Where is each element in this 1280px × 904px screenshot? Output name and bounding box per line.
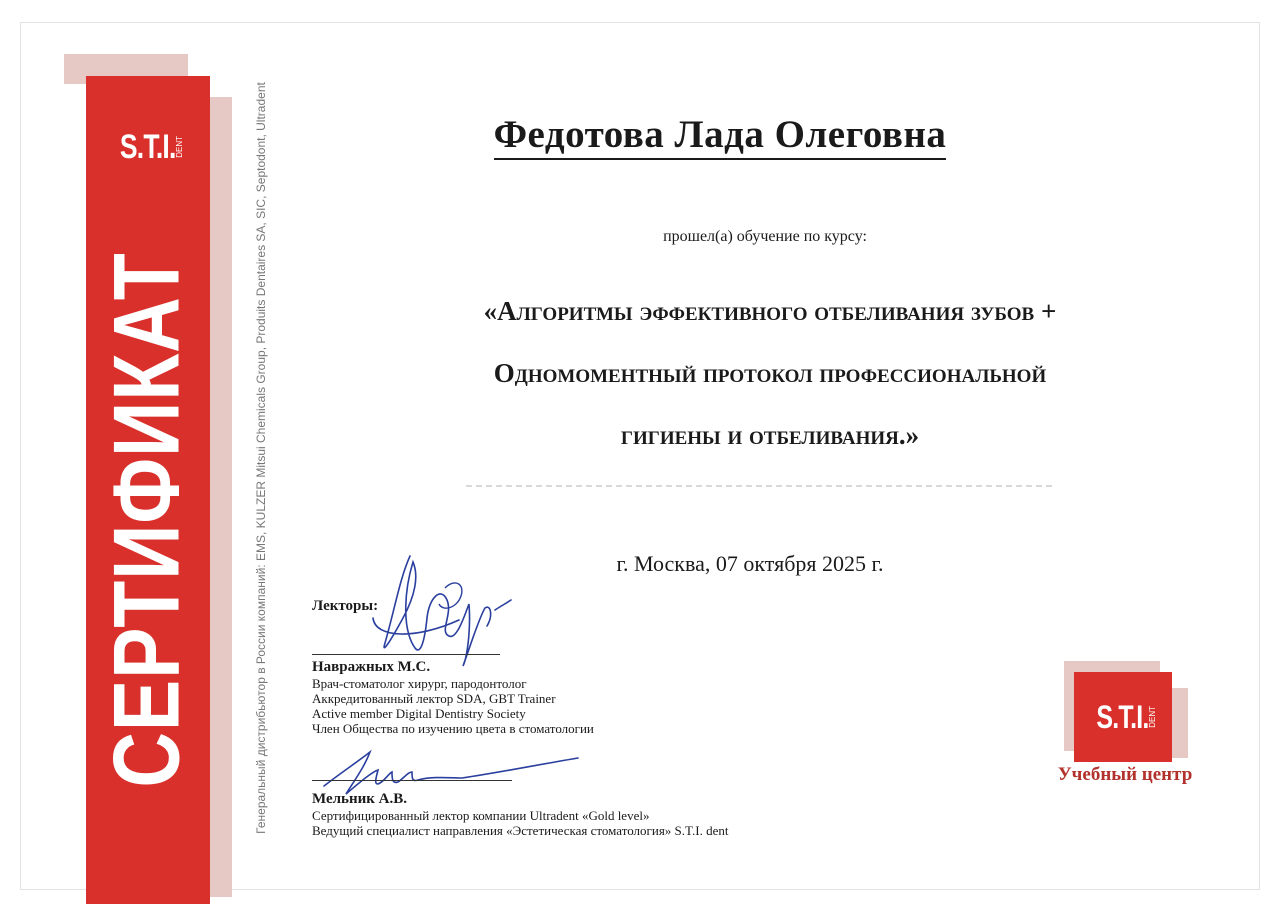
recipient-name: [300, 112, 1140, 157]
distributor-note: [246, 82, 276, 834]
lecturers-label: Лекторы:: [312, 598, 379, 614]
completed-text: прошел(а) обучение по курсу:: [663, 228, 867, 245]
lecturer-detail: Active member Digital Dentistry Society: [312, 706, 526, 721]
lecturer-1: [312, 658, 594, 736]
logo-subtext: DENT: [1147, 706, 1157, 728]
lecturer-2: [312, 790, 728, 838]
center-logo-shadow: [1170, 688, 1188, 758]
sti-logo: [108, 122, 188, 172]
ribbon-shadow: [210, 97, 232, 897]
signature-line: [312, 780, 512, 781]
course-line: Одномоментный протокол профессиональной: [493, 358, 1047, 388]
lecturer-detail: Сертифицированный лектор компании Ultradent «Gold level»: [312, 808, 650, 823]
distributor-text: Генеральный дистрибьютор в России компаний: EMS, KULZER Mitsui Chemicals Group, Produits Dentaires SA, SIC, Septodont, Ultradent: [254, 82, 268, 834]
course-line: гигиены и отбеливания.»: [620, 420, 920, 450]
logo-subtext: DENT: [175, 136, 185, 158]
lecturer-detail: Врач-стоматолог хирург, пародонтолог: [312, 676, 527, 691]
lecturer-detail: Ведущий специалист направления «Эстетическая стоматология» S.T.I. dent: [312, 823, 729, 838]
logo-text: S.T.I.: [1096, 698, 1149, 735]
certificate-title: [93, 220, 198, 820]
logo-text: S.T.I.: [119, 127, 176, 166]
course-title: [300, 280, 1240, 466]
place-date: г. Москва, 07 октября 2025 г.: [616, 551, 884, 576]
lecturer-name: Мельник А.В.: [312, 791, 407, 807]
divider: [466, 485, 1052, 487]
certificate-title-text: СЕРТИФИКАТ: [93, 252, 198, 788]
training-center-label: Учебный центр: [1057, 764, 1193, 785]
course-line: «Алгоритмы эффективного отбеливания зубов +: [483, 296, 1057, 326]
lecturer-detail: Аккредитованный лектор SDA, GBT Trainer: [312, 691, 556, 706]
lecturer-name: Навражных М.С.: [312, 659, 431, 675]
signature-line: [312, 654, 500, 655]
recipient-name-text: Федотова Лада Олеговна: [494, 113, 947, 160]
center-logo: [1074, 672, 1172, 762]
lecturer-detail: Член Общества по изучению цвета в стоматологии: [312, 721, 594, 736]
